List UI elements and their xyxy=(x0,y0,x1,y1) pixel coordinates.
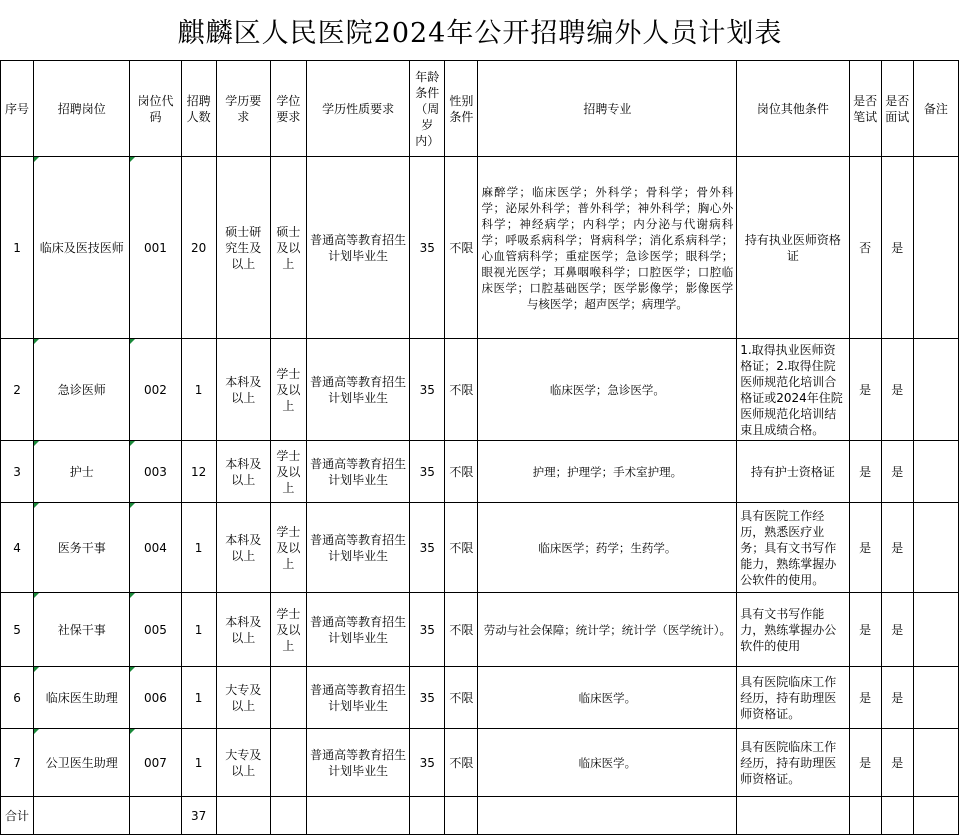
table-row xyxy=(1,157,959,339)
post-code-cell: 003 xyxy=(130,441,181,503)
interview-cell: 是 xyxy=(881,157,913,339)
header-cell: 岗位其他条件 xyxy=(737,61,849,157)
row-number-cell: 7 xyxy=(1,729,34,797)
recruitment-table xyxy=(0,60,959,835)
education-cell: 大专及以上 xyxy=(216,667,270,729)
post-name-cell: 临床及医技医师 xyxy=(34,157,130,339)
major-cell: 临床医学。 xyxy=(478,729,737,797)
age-limit-cell: 35 xyxy=(410,593,445,667)
empty-cell xyxy=(913,797,958,835)
interview-cell: 是 xyxy=(881,503,913,593)
hire-count-cell: 1 xyxy=(181,339,216,441)
post-name-cell: 临床医生助理 xyxy=(34,667,130,729)
row-number-cell: 6 xyxy=(1,667,34,729)
education-nature-cell: 普通高等教育招生计划毕业生 xyxy=(306,667,409,729)
hire-count-cell: 20 xyxy=(181,157,216,339)
major-cell: 麻醉学；临床医学；外科学；骨科学；骨外科学；泌尿外科学；普外科学；神外科学；胸心外科学；神经病学；内科学；内分泌与代谢病科学；呼吸系病科学；肾病科学；消化系病科学；心血管病科学；重症医学；急诊医学；眼科学；眼视光医学；耳鼻咽喉科学；口腔医学；口腔临床医学；口腔基础医学；医学影像学；影像医学与核医学；超声医学；病理学。 xyxy=(478,157,737,339)
education-nature-cell: 普通高等教育招生计划毕业生 xyxy=(306,729,409,797)
education-cell: 本科及以上 xyxy=(216,593,270,667)
hire-count-cell: 1 xyxy=(181,503,216,593)
age-limit-cell: 35 xyxy=(410,339,445,441)
written-exam-cell: 是 xyxy=(849,667,881,729)
education-cell: 大专及以上 xyxy=(216,729,270,797)
empty-cell xyxy=(445,797,478,835)
page-title: 麒麟区人民医院2024年公开招聘编外人员计划表 xyxy=(177,17,783,49)
age-limit-cell: 35 xyxy=(410,729,445,797)
gender-cell: 不限 xyxy=(445,503,478,593)
hire-count-cell: 1 xyxy=(181,729,216,797)
header-cell: 是否笔试 xyxy=(849,61,881,157)
row-number-cell: 4 xyxy=(1,503,34,593)
education-cell: 本科及以上 xyxy=(216,441,270,503)
header-cell: 招聘专业 xyxy=(478,61,737,157)
age-limit-cell: 35 xyxy=(410,503,445,593)
header-cell: 年龄条件（周岁内） xyxy=(410,61,445,157)
post-name-cell: 社保干事 xyxy=(34,593,130,667)
other-conditions-cell: 具有文书写作能力，熟练掌握办公软件的使用 xyxy=(737,593,849,667)
header-cell: 岗位代码 xyxy=(130,61,181,157)
education-nature-cell: 普通高等教育招生计划毕业生 xyxy=(306,157,409,339)
post-code-cell: 006 xyxy=(130,667,181,729)
age-limit-cell: 35 xyxy=(410,667,445,729)
written-exam-cell: 是 xyxy=(849,441,881,503)
total-row xyxy=(1,797,959,835)
degree-cell: 硕士及以上 xyxy=(270,157,306,339)
hire-count-cell: 12 xyxy=(181,441,216,503)
remark-cell xyxy=(913,339,958,441)
written-exam-cell: 是 xyxy=(849,339,881,441)
header-cell: 招聘岗位 xyxy=(34,61,130,157)
post-code-cell: 005 xyxy=(130,593,181,667)
gender-cell: 不限 xyxy=(445,593,478,667)
remark-cell xyxy=(913,729,958,797)
major-cell: 临床医学。 xyxy=(478,667,737,729)
other-conditions-cell: 持有执业医师资格证 xyxy=(737,157,849,339)
gender-cell: 不限 xyxy=(445,441,478,503)
written-exam-cell: 否 xyxy=(849,157,881,339)
remark-cell xyxy=(913,503,958,593)
education-nature-cell: 普通高等教育招生计划毕业生 xyxy=(306,593,409,667)
written-exam-cell: 是 xyxy=(849,729,881,797)
gender-cell: 不限 xyxy=(445,729,478,797)
header-cell: 序号 xyxy=(1,61,34,157)
interview-cell: 是 xyxy=(881,667,913,729)
gender-cell: 不限 xyxy=(445,157,478,339)
major-cell: 劳动与社会保障；统计学；统计学（医学统计）。 xyxy=(478,593,737,667)
hire-count-cell: 1 xyxy=(181,667,216,729)
row-number-cell: 3 xyxy=(1,441,34,503)
age-limit-cell: 35 xyxy=(410,157,445,339)
remark-cell xyxy=(913,667,958,729)
header-cell: 性别条件 xyxy=(445,61,478,157)
degree-cell: 学士及以上 xyxy=(270,441,306,503)
interview-cell: 是 xyxy=(881,729,913,797)
table-row xyxy=(1,441,959,503)
header-row xyxy=(1,61,959,157)
header-cell: 是否面试 xyxy=(881,61,913,157)
other-conditions-cell: 具有医院临床工作经历，持有助理医师资格证。 xyxy=(737,667,849,729)
gender-cell: 不限 xyxy=(445,339,478,441)
table-row xyxy=(1,667,959,729)
table-row xyxy=(1,729,959,797)
age-limit-cell: 35 xyxy=(410,441,445,503)
empty-cell xyxy=(34,797,130,835)
major-cell: 临床医学；急诊医学。 xyxy=(478,339,737,441)
post-code-cell: 004 xyxy=(130,503,181,593)
degree-cell: 学士及以上 xyxy=(270,503,306,593)
education-nature-cell: 普通高等教育招生计划毕业生 xyxy=(306,339,409,441)
degree-cell: 学士及以上 xyxy=(270,339,306,441)
row-number-cell: 5 xyxy=(1,593,34,667)
table-row xyxy=(1,593,959,667)
degree-cell: 学士及以上 xyxy=(270,593,306,667)
empty-cell xyxy=(130,797,181,835)
other-conditions-cell: 具有医院工作经历，熟悉医疗业务；具有文书写作能力，熟练掌握办公软件的使用。 xyxy=(737,503,849,593)
post-code-cell: 007 xyxy=(130,729,181,797)
interview-cell: 是 xyxy=(881,593,913,667)
post-code-cell: 002 xyxy=(130,339,181,441)
empty-cell xyxy=(216,797,270,835)
remark-cell xyxy=(913,441,958,503)
empty-cell xyxy=(737,797,849,835)
post-name-cell: 护士 xyxy=(34,441,130,503)
other-conditions-cell: 1.取得执业医师资格证；2.取得住院医师规范化培训合格证或2024年住院医师规范化培训结束且成绩合格。 xyxy=(737,339,849,441)
header-cell: 学历要求 xyxy=(216,61,270,157)
major-cell: 护理；护理学；手术室护理。 xyxy=(478,441,737,503)
total-label: 合计 xyxy=(1,797,34,835)
other-conditions-cell: 持有护士资格证 xyxy=(737,441,849,503)
header-cell: 学位要求 xyxy=(270,61,306,157)
post-code-cell: 001 xyxy=(130,157,181,339)
empty-cell xyxy=(410,797,445,835)
interview-cell: 是 xyxy=(881,441,913,503)
row-number-cell: 1 xyxy=(1,157,34,339)
post-name-cell: 公卫医生助理 xyxy=(34,729,130,797)
major-cell: 临床医学；药学；生药学。 xyxy=(478,503,737,593)
remark-cell xyxy=(913,593,958,667)
post-name-cell: 医务干事 xyxy=(34,503,130,593)
written-exam-cell: 是 xyxy=(849,593,881,667)
interview-cell: 是 xyxy=(881,339,913,441)
education-cell: 硕士研究生及以上 xyxy=(216,157,270,339)
gender-cell: 不限 xyxy=(445,667,478,729)
post-name-cell: 急诊医师 xyxy=(34,339,130,441)
education-nature-cell: 普通高等教育招生计划毕业生 xyxy=(306,503,409,593)
education-cell: 本科及以上 xyxy=(216,503,270,593)
education-cell: 本科及以上 xyxy=(216,339,270,441)
header-cell: 学历性质要求 xyxy=(306,61,409,157)
row-number-cell: 2 xyxy=(1,339,34,441)
degree-cell xyxy=(270,729,306,797)
other-conditions-cell: 具有医院临床工作经历，持有助理医师资格证。 xyxy=(737,729,849,797)
table-row xyxy=(1,339,959,441)
written-exam-cell: 是 xyxy=(849,503,881,593)
hire-count-cell: 1 xyxy=(181,593,216,667)
empty-cell xyxy=(478,797,737,835)
total-count: 37 xyxy=(181,797,216,835)
table-row xyxy=(1,503,959,593)
empty-cell xyxy=(270,797,306,835)
header-cell: 招聘人数 xyxy=(181,61,216,157)
header-cell: 备注 xyxy=(913,61,958,157)
empty-cell xyxy=(306,797,409,835)
degree-cell xyxy=(270,667,306,729)
education-nature-cell: 普通高等教育招生计划毕业生 xyxy=(306,441,409,503)
empty-cell xyxy=(881,797,913,835)
empty-cell xyxy=(849,797,881,835)
remark-cell xyxy=(913,157,958,339)
